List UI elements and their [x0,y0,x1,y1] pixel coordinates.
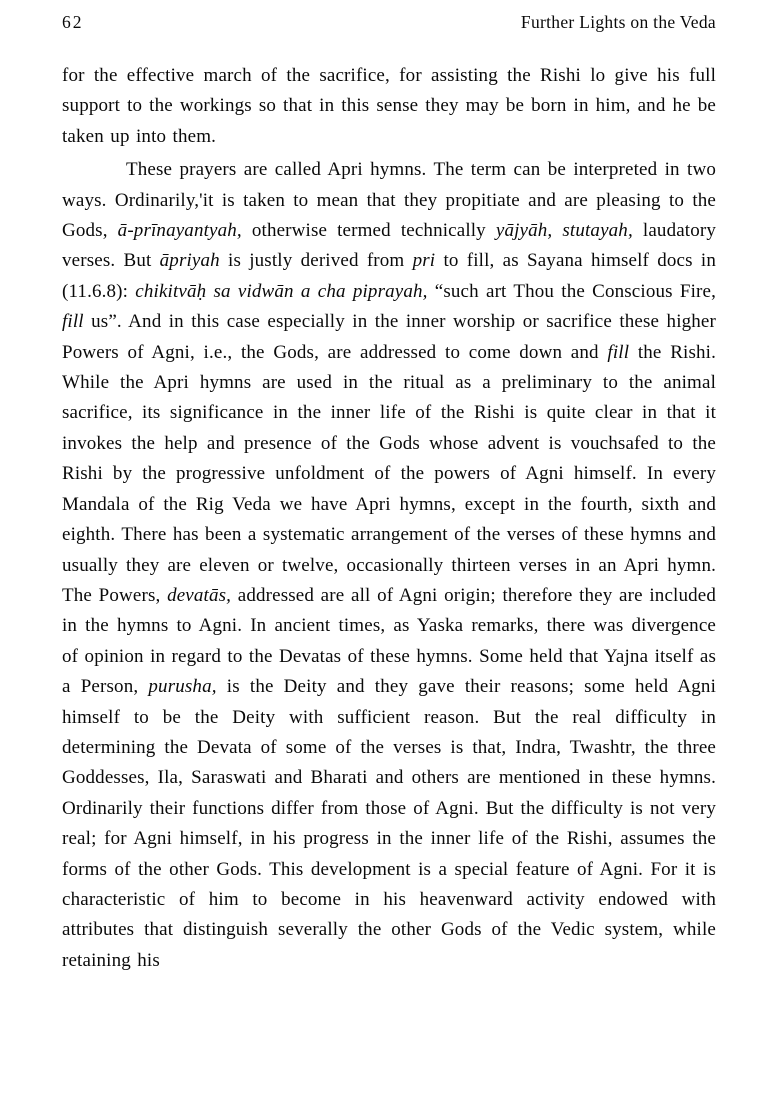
body-text: otherwise termed technically [241,220,496,242]
body-text: for the effective march of the sacrifice, for assisting the Rishi lo give his full support to the workings so that in this sense they may be born in him, and he be taken up into them. [62,65,716,147]
running-title: Further Lights on the Veda [520,12,716,32]
body-text: “such art Thou the Conscious Fire, [427,280,716,302]
italic-term: devatās, [167,584,232,606]
italic-term: āpriyah [159,250,220,272]
body-text: addressed are all of Agni origin; therefore they are included in the hymns to Agni. In ancient times, as Yaska remarks, there was divergence of opinion in regard to the Devatas of these hymns. Some held that Yajna itself as a Person, [62,584,716,698]
italic-term: chikitvāḥ sa vidwān a cha piprayah, [135,280,428,302]
page-number: 62 [62,12,84,32]
body-text: is the Deity and they gave their reasons; some held Agni himself to be the Deity with sufficient reason. But the real difficulty in determining the Devata of some of the verses is that, Indra, Twashtr, the three Goddesses, Ila, Saraswati and Bharati and others are mentioned in these hymns. Ordinarily their functions differ from those of Agni. But the difficulty is not very real; for Agni himself, in his progress in the inner life of the Rishi, assumes the forms of the other Gods. This development is a special feature of Agni. For it is characteristic of him to become in his heavenward activity endowed with attributes that distinguish severally the other Gods of the Vedic system, while retaining his [62,676,717,971]
page-body [62,61,716,976]
body-text: to fill, as Sayana himself docs in (11.6.8): [62,250,716,302]
body-text: laudatory verses. But [62,220,717,272]
paragraph [62,61,716,152]
body-text: is justly derived from [219,250,413,272]
italic-term: purusha, [148,676,217,698]
italic-term: pri [412,250,436,272]
italic-term: fill [62,311,84,333]
body-text: the Rishi. While the Apri hymns are used in the ritual as a preliminary to the animal sacrifice, its significance in the inner life of the Rishi is quite clear in that it invokes the help and presence of the Gods whose advent is vouchsafed to the Rishi by the progressive unfoldment of the powers of Agni himself. In every Mandala of the Rig Veda we have Apri hymns, except in the fourth, sixth and eighth. There has been a systematic arrangement of the verses of these hymns and usually they are eleven or twelve, occasionally thirteen verses in an Apri hymn. The Powers, [62,341,716,606]
body-text: us”. And in this case especially in the inner worship or sacrifice these higher Powers of Agni, i.e., the Gods, are addressed to come down and [62,311,716,363]
paragraph [62,155,716,976]
italic-term: yājyāh, stutayah, [495,220,633,242]
body-text: These prayers are called Apri hymns. The term can be interpreted in two ways. Ordinarily,'it is taken to mean that they propitiate and are pleasing to the Gods, [62,159,716,242]
italic-term: ā-prīnayantyah, [117,220,242,242]
page-header [62,12,716,33]
italic-term: fill [607,341,630,363]
